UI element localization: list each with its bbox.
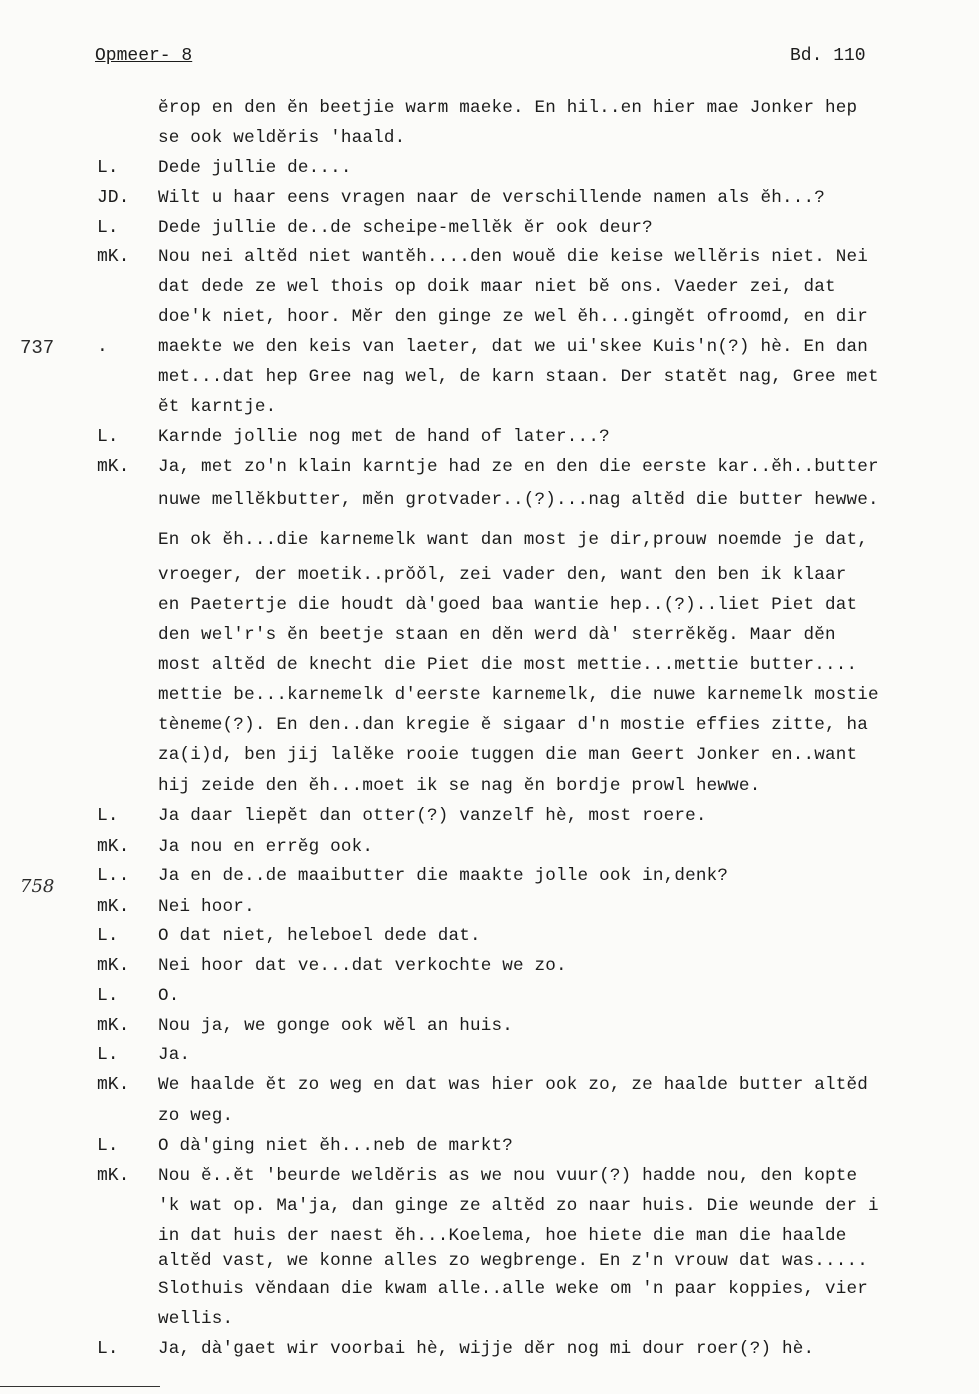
transcript-line: Dede jullie de..de scheipe-mellĕk ĕr ook deur? bbox=[158, 218, 653, 238]
transcript-line: met...dat hep Gree nag wel, de karn staan. Der statĕt nag, Gree met bbox=[158, 367, 879, 387]
speaker-label: JD. bbox=[97, 188, 130, 208]
transcript-line: We haalde ĕt zo weg en dat was hier ook zo, ze haalde butter altĕd bbox=[158, 1075, 869, 1095]
margin-counter-737: 737 bbox=[20, 337, 55, 359]
transcript-line: O dat niet, heleboel dede dat. bbox=[158, 926, 481, 946]
transcript-line: O. bbox=[158, 986, 180, 1006]
speaker-label: L. bbox=[97, 1339, 119, 1359]
transcript-line: Dede jullie de.... bbox=[158, 158, 352, 178]
transcript-line: Ja en de..de maaibutter die maakte jolle ook in,denk? bbox=[158, 866, 729, 886]
transcript-line: altĕd vast, we konne alles zo wegbrenge. En z'n vrouw dat was..... bbox=[158, 1251, 869, 1271]
transcript-line: mettie be...karnemelk d'eerste karnemelk, die nuwe karnemelk mostie bbox=[158, 685, 879, 705]
transcript-line: vroeger, der moetik..prŏŏl, zei vader den, want den ben ik klaar bbox=[158, 565, 847, 585]
transcript-line: Ja. bbox=[158, 1045, 191, 1065]
speaker-label: mK. bbox=[97, 247, 130, 267]
transcript-line: doe'k niet, hoor. Mĕr den ginge ze wel ĕh...gingĕt ofroomd, en dir bbox=[158, 307, 869, 327]
transcript-line: 'k wat op. Ma'ja, dan ginge ze altĕd zo naar huis. Die weunde der i bbox=[158, 1196, 879, 1216]
speaker-label: mK. bbox=[97, 1075, 130, 1095]
transcript-line: Karnde jollie nog met de hand of later...? bbox=[158, 427, 610, 447]
margin-dot: . bbox=[97, 337, 108, 357]
transcript-line: Nei hoor. bbox=[158, 897, 255, 917]
transcript-line: Nou nei altĕd niet wantĕh....den wouĕ die keise wellĕris niet. Nei bbox=[158, 247, 869, 267]
transcript-line: za(i)d, ben jij lalĕke rooie tuggen die man Geert Jonker en..want bbox=[158, 745, 858, 765]
transcript-line: Ja, met zo'n klain karntje had ze en den die eerste kar..ĕh..butter bbox=[158, 457, 879, 477]
transcript-line: Slothuis vĕndaan die kwam alle..alle weke om 'n paar koppies, vier bbox=[158, 1279, 869, 1299]
transcript-line: Nei hoor dat ve...dat verkochte we zo. bbox=[158, 956, 567, 976]
footer-rule bbox=[0, 1386, 160, 1387]
speaker-label: L. bbox=[97, 806, 119, 826]
transcript-line: se ook weldĕris 'haald. bbox=[158, 128, 406, 148]
speaker-label: L. bbox=[97, 427, 119, 447]
transcript-line: en Paetertje die houdt dà'goed baa wantie hep..(?)..liet Piet dat bbox=[158, 595, 858, 615]
transcript-line: ĕrop en den ĕn beetjie warm maeke. En hil..en hier mae Jonker hep bbox=[158, 98, 858, 118]
transcript-line: nuwe mellĕkbutter, mĕn grotvader..(?)...nag altĕd die butter hewwe. bbox=[158, 490, 879, 510]
transcript-line: zo weg. bbox=[158, 1106, 234, 1126]
volume-reference: Bd. 110 bbox=[790, 46, 866, 66]
speaker-label: L. bbox=[97, 986, 119, 1006]
speaker-label: L. bbox=[97, 158, 119, 178]
transcript-line: maekte we den keis van laeter, dat we ui'skee Kuis'n(?) hè. En dan bbox=[158, 337, 869, 357]
speaker-label: mK. bbox=[97, 457, 130, 477]
transcript-line: den wel'r's ĕn beetje staan en dĕn werd dà' sterrĕkĕg. Maar dĕn bbox=[158, 625, 836, 645]
transcript-line: in dat huis der naest ĕh...Koelema, hoe hiete die man die haalde bbox=[158, 1226, 847, 1246]
transcript-line: Nou ja, we gonge ook wĕl an huis. bbox=[158, 1016, 514, 1036]
transcript-line: dat dede ze wel thois op doik maar niet bĕ ons. Vaeder zei, dat bbox=[158, 277, 836, 297]
transcript-line: O dà'ging niet ĕh...neb de markt? bbox=[158, 1136, 514, 1156]
speaker-label: L.. bbox=[97, 866, 130, 886]
speaker-label: L. bbox=[97, 926, 119, 946]
speaker-label: mK. bbox=[97, 956, 130, 976]
speaker-label: mK. bbox=[97, 1166, 130, 1186]
transcript-line: Ja nou en errĕg ook. bbox=[158, 837, 374, 857]
transcript-line: tèneme(?). En den..dan kregie ĕ sigaar d'n mostie effies zitte, ha bbox=[158, 715, 869, 735]
transcript-line: Ja, dà'gaet wir voorbai hè, wijje dĕr nog mi dour roer(?) hè. bbox=[158, 1339, 815, 1359]
speaker-label: mK. bbox=[97, 897, 130, 917]
page-title: Opmeer- 8 bbox=[95, 46, 193, 66]
transcript-line: ĕt karntje. bbox=[158, 397, 277, 417]
transcript-line: En ok ĕh...die karnemelk want dan most je dir,prouw noemde je dat, bbox=[158, 530, 869, 550]
speaker-label: mK. bbox=[97, 837, 130, 857]
transcript-line: most altĕd de knecht die Piet die most mettie...mettie butter.... bbox=[158, 655, 858, 675]
transcript-line: wellis. bbox=[158, 1309, 234, 1329]
transcript-line: Nou ĕ..ĕt 'beurde weldĕris as we nou vuur(?) hadde nou, den kopte bbox=[158, 1166, 858, 1186]
transcript-line: hij zeide den ĕh...moet ik se nag ĕn bordje prowl hewwe. bbox=[158, 776, 761, 796]
speaker-label: L. bbox=[97, 1045, 119, 1065]
speaker-label: L. bbox=[97, 218, 119, 238]
speaker-label: L. bbox=[97, 1136, 119, 1156]
margin-counter-758: 758 bbox=[20, 876, 55, 897]
transcript-line: Wilt u haar eens vragen naar de verschillende namen als ĕh...? bbox=[158, 188, 825, 208]
speaker-label: mK. bbox=[97, 1016, 130, 1036]
transcript-line: Ja daar liepĕt dan otter(?) vanzelf hè, most roere. bbox=[158, 806, 707, 826]
